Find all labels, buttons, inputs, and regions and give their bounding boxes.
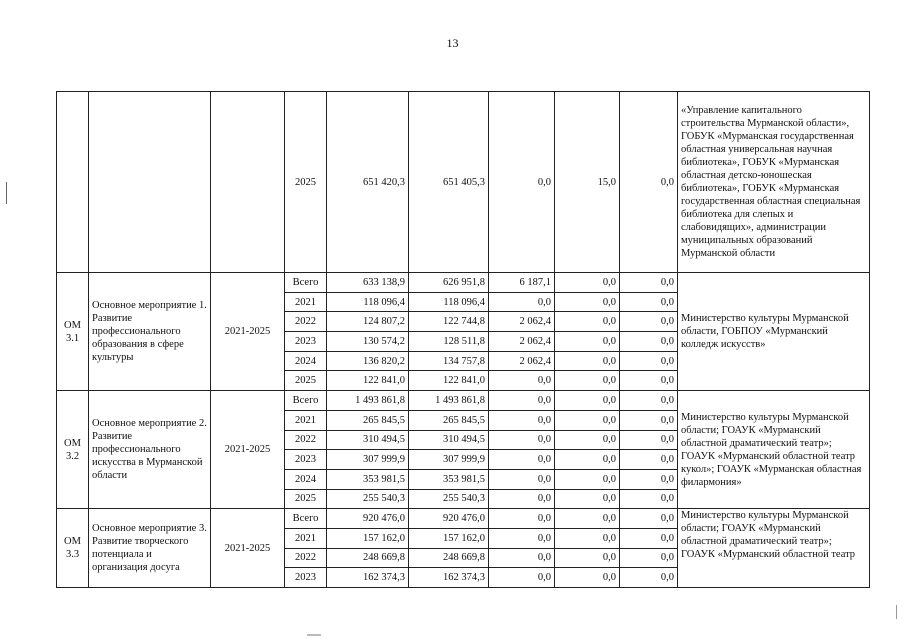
value-total: 248 669,8 — [327, 548, 409, 568]
value-other: 0,0 — [620, 509, 678, 529]
value-regional: 118 096,4 — [409, 292, 489, 312]
value-regional: 162 374,3 — [409, 568, 489, 588]
value-regional: 651 405,3 — [409, 92, 489, 273]
year-cell: 2021 — [285, 528, 327, 548]
value-total: 651 420,3 — [327, 92, 409, 273]
responsible-cell: «Управление капитального строительства Мурманской области», ГОБУК «Мурманская государственная областная универсальная научная библиотека», ГОБУК «Мурманская областная детско-юношеская библиотека», ГОБУК «Мурманская государственная областная специальная библиотека для слепых и слабовидящих», администрации муниципальных образований Мурманской области — [678, 92, 870, 273]
year-cell: 2023 — [285, 450, 327, 470]
value-local: 0,0 — [555, 489, 620, 509]
value-federal: 0,0 — [489, 469, 555, 489]
year-cell: 2021 — [285, 410, 327, 430]
year-cell: Всего — [285, 391, 327, 411]
value-local: 15,0 — [555, 92, 620, 273]
table-row — [57, 391, 870, 411]
page-number: 13 — [446, 36, 459, 50]
year-cell: 2023 — [285, 332, 327, 352]
year-cell: 2023 — [285, 568, 327, 588]
value-local: 0,0 — [555, 548, 620, 568]
value-total: 310 494,5 — [327, 430, 409, 450]
value-federal: 0,0 — [489, 371, 555, 391]
value-regional: 248 669,8 — [409, 548, 489, 568]
value-regional: 255 540,3 — [409, 489, 489, 509]
year-cell: 2024 — [285, 351, 327, 371]
value-other: 0,0 — [620, 312, 678, 332]
value-total: 633 138,9 — [327, 273, 409, 293]
value-other: 0,0 — [620, 92, 678, 273]
value-regional: 353 981,5 — [409, 469, 489, 489]
value-local: 0,0 — [555, 292, 620, 312]
value-other: 0,0 — [620, 371, 678, 391]
value-federal: 2 062,4 — [489, 351, 555, 371]
value-regional: 157 162,0 — [409, 528, 489, 548]
measure-code: ОМ 3.2 — [57, 391, 89, 509]
value-local: 0,0 — [555, 528, 620, 548]
year-cell: Всего — [285, 509, 327, 529]
year-cell: 2022 — [285, 430, 327, 450]
value-local: 0,0 — [555, 509, 620, 529]
value-federal: 6 187,1 — [489, 273, 555, 293]
measure-name: Основное мероприятие 3. Развитие творческого потенциала и организация досуга — [89, 509, 211, 588]
value-regional: 310 494,5 — [409, 430, 489, 450]
value-other: 0,0 — [620, 548, 678, 568]
value-regional: 122 841,0 — [409, 371, 489, 391]
value-local: 0,0 — [555, 312, 620, 332]
year-cell: 2024 — [285, 469, 327, 489]
value-federal: 0,0 — [489, 410, 555, 430]
value-regional: 307 999,9 — [409, 450, 489, 470]
measure-name: Основное мероприятие 2. Развитие профессионального искусства в Мурманской области — [89, 391, 211, 509]
value-federal: 0,0 — [489, 528, 555, 548]
value-federal: 0,0 — [489, 489, 555, 509]
value-federal: 0,0 — [489, 568, 555, 588]
scan-mark — [307, 634, 321, 636]
value-total: 1 493 861,8 — [327, 391, 409, 411]
measure-code: ОМ 3.3 — [57, 509, 89, 588]
value-regional: 122 744,8 — [409, 312, 489, 332]
value-federal: 2 062,4 — [489, 312, 555, 332]
value-total: 353 981,5 — [327, 469, 409, 489]
value-regional: 1 493 861,8 — [409, 391, 489, 411]
value-federal: 0,0 — [489, 430, 555, 450]
value-total: 157 162,0 — [327, 528, 409, 548]
value-other: 0,0 — [620, 568, 678, 588]
year-cell: 2022 — [285, 548, 327, 568]
value-total: 265 845,5 — [327, 410, 409, 430]
value-local: 0,0 — [555, 469, 620, 489]
value-other: 0,0 — [620, 391, 678, 411]
value-local: 0,0 — [555, 391, 620, 411]
value-other: 0,0 — [620, 450, 678, 470]
value-other: 0,0 — [620, 351, 678, 371]
code-cell — [57, 92, 89, 273]
value-federal: 0,0 — [489, 509, 555, 529]
value-local: 0,0 — [555, 273, 620, 293]
value-federal: 0,0 — [489, 391, 555, 411]
value-local: 0,0 — [555, 430, 620, 450]
scan-mark — [6, 182, 7, 204]
value-total: 118 096,4 — [327, 292, 409, 312]
value-total: 162 374,3 — [327, 568, 409, 588]
measure-responsible: Министерство культуры Мурманской области; ГОАУК «Мурманский областной драматический театр»; ГОАУК «Мурманский областной театр кукол»; ГОАУК «Мурманская областная филармония» — [678, 391, 870, 509]
year-cell: Всего — [285, 273, 327, 293]
value-other: 0,0 — [620, 469, 678, 489]
table-row — [57, 92, 870, 273]
value-other: 0,0 — [620, 528, 678, 548]
table-row — [57, 509, 870, 529]
measure-responsible: Министерство культуры Мурманской области, ГОБПОУ «Мурманский колледж искусств» — [678, 273, 870, 391]
value-regional: 134 757,8 — [409, 351, 489, 371]
value-local: 0,0 — [555, 371, 620, 391]
name-cell — [89, 92, 211, 273]
value-total: 920 476,0 — [327, 509, 409, 529]
scan-mark — [896, 605, 897, 619]
value-regional: 626 951,8 — [409, 273, 489, 293]
value-regional: 128 511,8 — [409, 332, 489, 352]
value-total: 124 807,2 — [327, 312, 409, 332]
value-total: 307 999,9 — [327, 450, 409, 470]
value-federal: 0,0 — [489, 292, 555, 312]
value-local: 0,0 — [555, 568, 620, 588]
measure-name: Основное мероприятие 1. Развитие профессионального образования в сфере культуры — [89, 273, 211, 391]
value-other: 0,0 — [620, 410, 678, 430]
measure-period: 2021-2025 — [211, 391, 285, 509]
value-local: 0,0 — [555, 450, 620, 470]
value-federal: 2 062,4 — [489, 332, 555, 352]
value-federal: 0,0 — [489, 450, 555, 470]
period-cell — [211, 92, 285, 273]
year-cell: 2021 — [285, 292, 327, 312]
year-cell: 2025 — [285, 92, 327, 273]
value-other: 0,0 — [620, 332, 678, 352]
table-row — [57, 273, 870, 293]
value-total: 130 574,2 — [327, 332, 409, 352]
value-total: 122 841,0 — [327, 371, 409, 391]
value-total: 255 540,3 — [327, 489, 409, 509]
value-other: 0,0 — [620, 273, 678, 293]
measure-period: 2021-2025 — [211, 509, 285, 588]
budget-table — [56, 91, 870, 588]
value-local: 0,0 — [555, 410, 620, 430]
measure-period: 2021-2025 — [211, 273, 285, 391]
value-federal: 0,0 — [489, 548, 555, 568]
value-total: 136 820,2 — [327, 351, 409, 371]
value-regional: 265 845,5 — [409, 410, 489, 430]
year-cell: 2022 — [285, 312, 327, 332]
year-cell: 2025 — [285, 371, 327, 391]
value-local: 0,0 — [555, 332, 620, 352]
measure-responsible: Министерство культуры Мурманской области; ГОАУК «Мурманский областной драматический театр»; ГОАУК «Мурманский областной театр — [678, 509, 870, 588]
value-other: 0,0 — [620, 430, 678, 450]
year-cell: 2025 — [285, 489, 327, 509]
value-local: 0,0 — [555, 351, 620, 371]
value-regional: 920 476,0 — [409, 509, 489, 529]
value-federal: 0,0 — [489, 92, 555, 273]
measure-code: ОМ 3.1 — [57, 273, 89, 391]
value-other: 0,0 — [620, 489, 678, 509]
value-other: 0,0 — [620, 292, 678, 312]
